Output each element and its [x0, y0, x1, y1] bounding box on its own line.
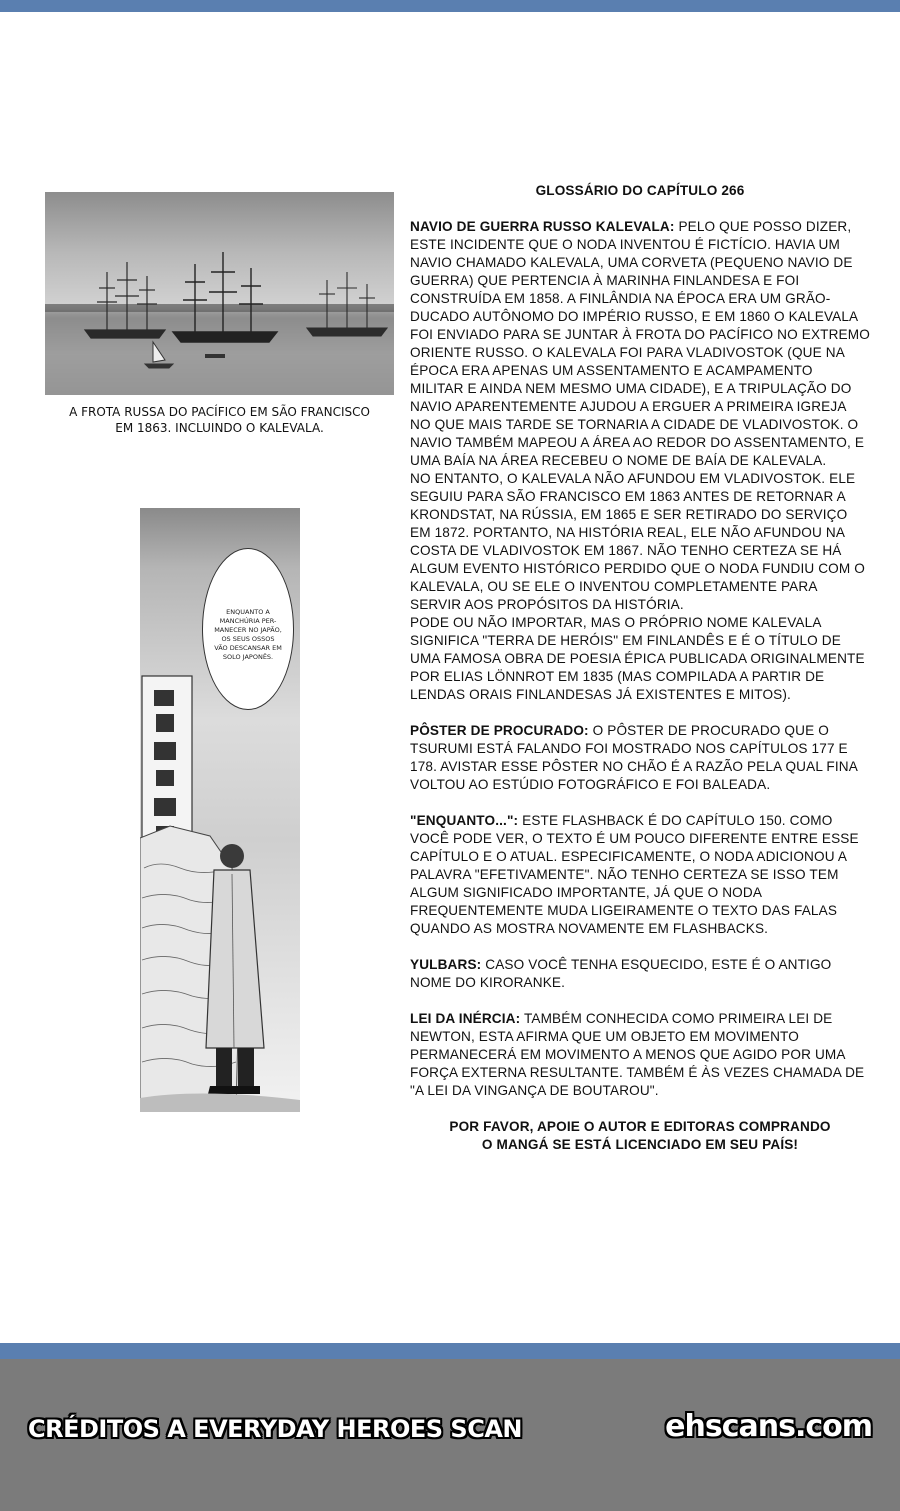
glossary-paragraph: PODE OU NÃO IMPORTAR, MAS O PRÓPRIO NOME KALEVALA SIGNIFICA "TERRA DE HERÓIS" EM FINLANDÊS E É O TÍTULO DE UMA FAMOSA OBRA DE POESIA ÉPICA PUBLICADA ORIGINALMENTE POR ELIAS LÖNNROT EM 1835 (MAS COMPILADA A PARTIR DE LENDAS ORAIS FINLANDESAS JÁ EXISTENTES E MITOS).: [410, 615, 865, 702]
scan-credits: CRÉDITOS A EVERYDAY HEROES SCAN: [28, 1415, 522, 1443]
glossary-body: CASO VOCÊ TENHA ESQUECIDO, ESTE É O ANTIGO NOME DO KIRORANKE.: [410, 957, 832, 990]
glossary-entry-yulbars: [410, 956, 870, 992]
speech-line: MANCHÚRIA PER-: [219, 617, 277, 625]
glossary-term: LEI DA INÉRCIA:: [410, 1011, 521, 1026]
glossary-body: TAMBÉM CONHECIDA COMO PRIMEIRA LEI DE NEWTON, ESTA AFIRMA QUE UM OBJETO EM MOVIMENTO PERMANECERÁ EM MOVIMENTO A MENOS QUE AGIDO POR UMA FORÇA EXTERNA RESULTANTE. TAMBÉM É ÀS VEZES CHAMADA DE "A LEI DA VINGANÇA DE BOUTAROU".: [410, 1011, 865, 1098]
glossary-entry-enquanto: [410, 812, 870, 938]
top-accent-bar: [0, 0, 900, 12]
caption-line: EM 1863. INCLUINDO O KALEVALA.: [115, 421, 324, 435]
ships-photo-caption: [45, 404, 394, 436]
credits-footer: [0, 1343, 900, 1511]
glossary: [410, 182, 870, 1154]
speech-line: MANECER NO JAPÃO,: [214, 626, 282, 634]
support-notice: [410, 1118, 870, 1154]
glossary-entry-kalevala: [410, 218, 870, 470]
glossary-body: PELO QUE POSSO DIZER, ESTE INCIDENTE QUE O NODA INVENTOU É FICTÍCIO. HAVIA UM NAVIO CHAMADO KALEVALA, UMA CORVETA (PEQUENO NAVIO DE GUERRA) QUE PERTENCIA À MARINHA FINLANDESA E FOI CONSTRUÍDA EM 1858. A FINLÂNDIA NA ÉPOCA ERA UM GRÃO-DUCADO AUTÔNOMO DO IMPÉRIO RUSSO, E EM 1860 O KALEVALA FOI ENVIADO PARA SE JUNTAR À FROTA DO PACÍFICO NO EXTREMO ORIENTE RUSSO. O KALEVALA FOI PARA VLADIVOSTOK (QUE NA ÉPOCA ERA APENAS UM ASSENTAMENTO E ACAMPAMENTO MILITAR E AINDA NEM MESMO UMA CIDADE), E A TRIPULAÇÃO DO NAVIO APARENTEMENTE AJUDOU A ERGUER A PRIMEIRA IGREJA NO QUE MAIS TARDE SE TORNARIA A CIDADE DE VLADIVOSTOK. O NAVIO TAMBÉM MAPEOU A ÁREA AO REDOR DO ASSENTAMENTO, E UMA BAÍA NA ÁREA RECEBEU O NOME DE BAÍA DE KALEVALA.: [410, 219, 870, 468]
glossary-body: O PÔSTER DE PROCURADO QUE O TSURUMI ESTÁ FALANDO FOI MOSTRADO NOS CAPÍTULOS 177 E 178. AVISTAR ESSE PÔSTER NO CHÃO É A RAZÃO PELA QUAL FINA VOLTOU AO ESTÚDIO FOTOGRÁFICO E FOI BALEADA.: [410, 723, 858, 792]
glossary-title: GLOSSÁRIO DO CAPÍTULO 266: [535, 183, 745, 198]
glossary-paragraph: NO ENTANTO, O KALEVALA NÃO AFUNDOU EM VLADIVOSTOK. ELE SEGUIU PARA SÃO FRANCISCO EM 1863 ANTES DE RETORNAR A KRONDSTAT, NA RÚSSIA, EM 1865 E SER RETIRADO DO SERVIÇO EM 1872. PORTANTO, NA HISTÓRIA REAL, ELE NÃO AFUNDOU NA COSTA DE VLADIVOSTOK EM 1867. NÃO TENHO CERTEZA SE HÁ ALGUM EVENTO HISTÓRICO PERDIDO QUE O NODA FUNDIU COM O KALEVALA, OU SE ELE O INVENTOU COMPLETAMENTE PARA SERVIR AOS PROPÓSITOS DA HISTÓRIA.: [410, 471, 865, 612]
glossary-body: ESTE FLASHBACK É DO CAPÍTULO 150. COMO VOCÊ PODE VER, O TEXTO É UM POUCO DIFERENTE ENTRE ESSE CAPÍTULO E O ATUAL. ESPECIFICAMENTE, O NODA ADICIONOU A PALAVRA "EFETIVAMENTE". NÃO TENHO CERTEZA SE ISSO TEM ALGUM SIGNIFICADO IMPORTANTE, JÁ QUE O NODA FREQUENTEMENTE MUDA LIGEIRAMENTE O TEXTO DAS FALAS QUANDO AS MOSTRA NOVAMENTE EM FLASHBACKS.: [410, 813, 859, 936]
ships-illustration: [45, 192, 394, 395]
manga-panel: [140, 508, 300, 1112]
glossary-entry-wanted-poster: [410, 722, 870, 794]
speech-bubble-text: [206, 608, 290, 662]
glossary-term: YULBARS:: [410, 957, 482, 972]
glossary-entry-inertia: [410, 1010, 870, 1100]
glossary-term: "ENQUANTO...":: [410, 813, 519, 828]
glossary-term: NAVIO DE GUERRA RUSSO KALEVALA:: [410, 219, 675, 234]
speech-line: OS SEUS OSSOS: [221, 635, 275, 643]
footer-accent-band: [0, 1343, 900, 1359]
russian-fleet-photo: [45, 192, 394, 395]
speech-line: VÃO DESCANSAR EM: [214, 644, 282, 652]
scan-site-url[interactable]: ehscans.com: [665, 1409, 872, 1444]
speech-line: ENQUANTO A: [226, 608, 270, 616]
caption-line: A FROTA RUSSA DO PACÍFICO EM SÃO FRANCISCO: [69, 405, 370, 419]
speech-line: SOLO JAPONÊS.: [222, 653, 274, 661]
glossary-term: PÔSTER DE PROCURADO:: [410, 723, 589, 738]
support-line: O MANGÁ SE ESTÁ LICENCIADO EM SEU PAÍS!: [481, 1137, 799, 1152]
support-line: POR FAVOR, APOIE O AUTOR E EDITORAS COMPRANDO: [449, 1119, 831, 1134]
